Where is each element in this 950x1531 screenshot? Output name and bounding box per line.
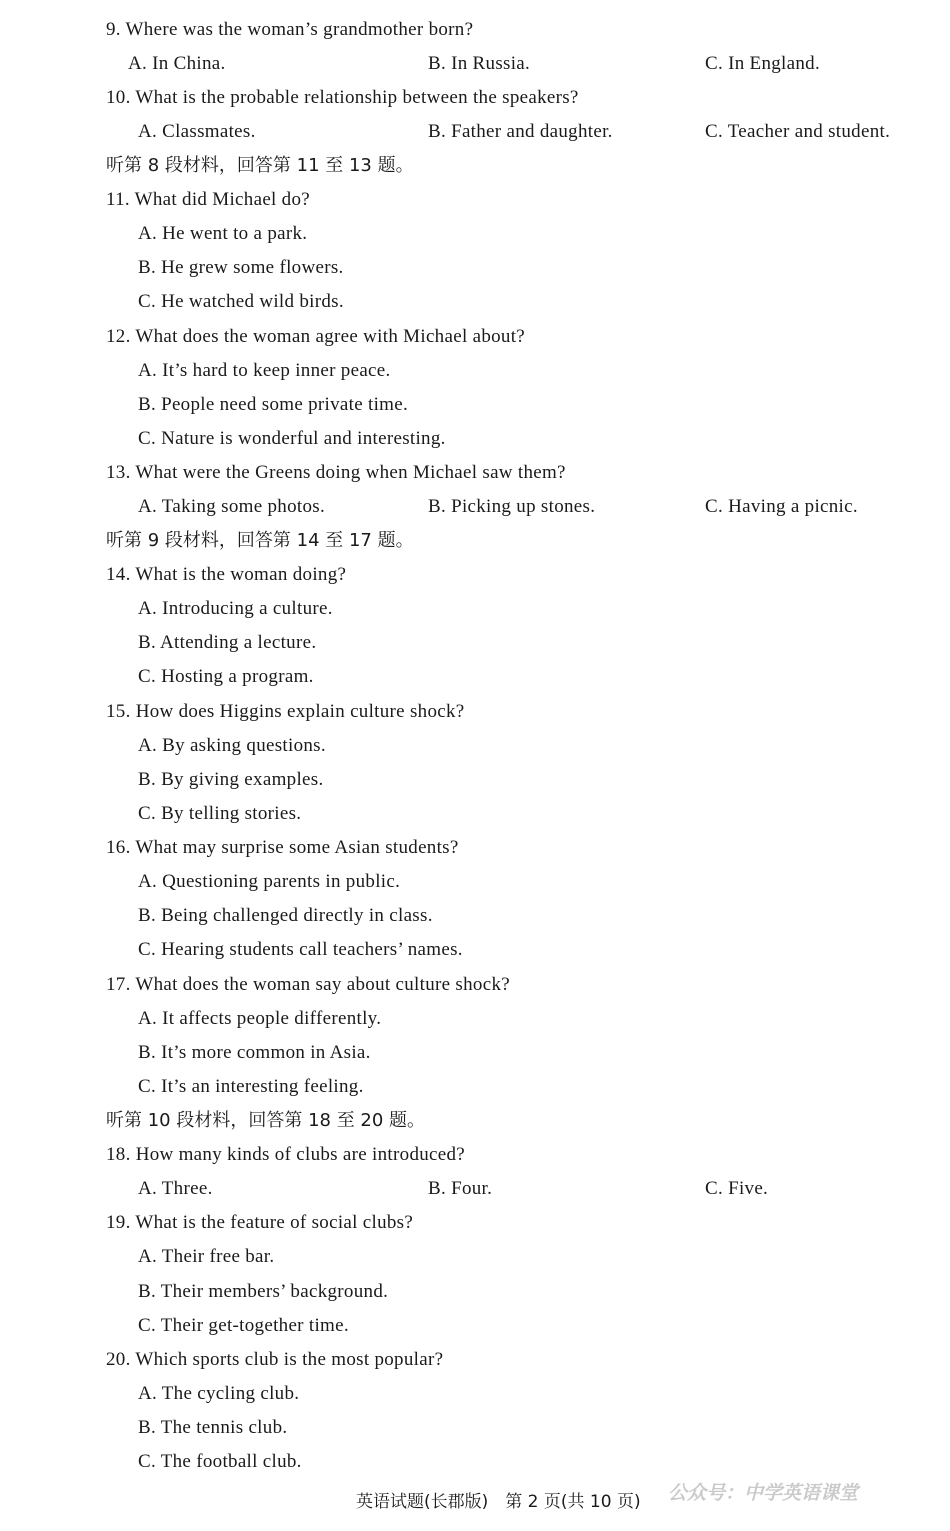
options-row-10: [0, 120, 950, 144]
option-13a: A. Taking some photos.: [138, 496, 325, 517]
section-9-heading: 听第 9 段材料，回答第 14 至 17 题。: [106, 530, 414, 551]
option-13b: B. Picking up stones.: [428, 496, 596, 517]
option-20c: C. The football club.: [138, 1451, 302, 1472]
option-17b: B. It’s more common in Asia.: [138, 1042, 371, 1063]
option-17a: A. It affects people differently.: [138, 1008, 382, 1029]
option-18a: A. Three.: [138, 1178, 213, 1199]
option-12b: B. People need some private time.: [138, 394, 409, 415]
question-11: 11. What did Michael do?: [106, 189, 311, 210]
options-row-9: [0, 52, 950, 76]
option-14a: A. Introducing a culture.: [138, 598, 333, 619]
question-13: 13. What were the Greens doing when Michael saw them?: [106, 462, 566, 483]
option-16b: B. Being challenged directly in class.: [138, 905, 433, 926]
option-9b: B. In Russia.: [428, 53, 531, 74]
option-16c: C. Hearing students call teachers’ names.: [138, 939, 463, 960]
section-10-heading: 听第 10 段材料，回答第 18 至 20 题。: [106, 1110, 426, 1131]
option-18b: B. Four.: [428, 1178, 493, 1199]
option-17c: C. It’s an interesting feeling.: [138, 1076, 364, 1097]
option-14b: B. Attending a lecture.: [138, 632, 317, 653]
option-19b: B. Their members’ background.: [138, 1281, 389, 1302]
option-14c: C. Hosting a program.: [138, 666, 314, 687]
options-row-18: [0, 1177, 950, 1201]
option-10c: C. Teacher and student.: [705, 121, 891, 142]
option-20b: B. The tennis club.: [138, 1417, 288, 1438]
option-15a: A. By asking questions.: [138, 735, 326, 756]
question-17: 17. What does the woman say about culture shock?: [106, 974, 510, 995]
option-9c: C. In England.: [705, 53, 821, 74]
question-9: 9. Where was the woman’s grandmother born?: [106, 19, 474, 40]
option-19c: C. Their get-together time.: [138, 1315, 349, 1336]
option-15c: C. By telling stories.: [138, 803, 302, 824]
option-11b: B. He grew some flowers.: [138, 257, 344, 278]
question-14: 14. What is the woman doing?: [106, 564, 347, 585]
question-16: 16. What may surprise some Asian students?: [106, 837, 459, 858]
question-12: 12. What does the woman agree with Michael about?: [106, 326, 526, 347]
option-10b: B. Father and daughter.: [428, 121, 613, 142]
option-12a: A. It’s hard to keep inner peace.: [138, 360, 391, 381]
option-20a: A. The cycling club.: [138, 1383, 300, 1404]
option-11c: C. He watched wild birds.: [138, 291, 344, 312]
option-15b: B. By giving examples.: [138, 769, 324, 790]
question-20: 20. Which sports club is the most popular?: [106, 1349, 444, 1370]
page-footer: 英语试题(长郡版) 第 2 页(共 10 页): [356, 1492, 641, 1512]
question-18: 18. How many kinds of clubs are introduced?: [106, 1144, 466, 1165]
option-11a: A. He went to a park.: [138, 223, 308, 244]
watermark: 公众号：中学英语课堂: [668, 1482, 859, 1504]
question-15: 15. How does Higgins explain culture shock?: [106, 701, 465, 722]
option-19a: A. Their free bar.: [138, 1246, 275, 1267]
question-10: 10. What is the probable relationship between the speakers?: [106, 87, 579, 108]
option-16a: A. Questioning parents in public.: [138, 871, 401, 892]
option-18c: C. Five.: [705, 1178, 769, 1199]
option-12c: C. Nature is wonderful and interesting.: [138, 428, 446, 449]
option-10a: A. Classmates.: [138, 121, 256, 142]
question-19: 19. What is the feature of social clubs?: [106, 1212, 414, 1233]
section-8-heading: 听第 8 段材料，回答第 11 至 13 题。: [106, 155, 414, 176]
option-9a: A. In China.: [128, 53, 226, 74]
options-row-13: [0, 495, 950, 519]
option-13c: C. Having a picnic.: [705, 496, 858, 517]
